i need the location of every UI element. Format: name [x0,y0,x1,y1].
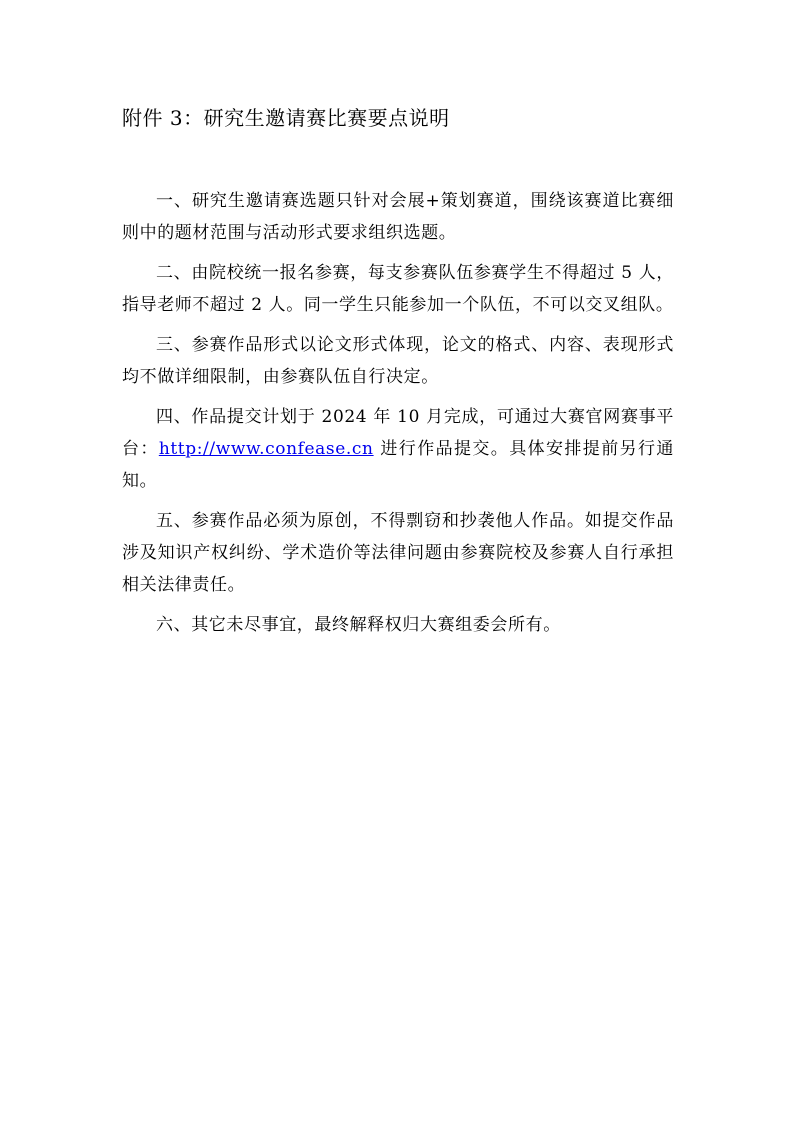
document-body [122,185,674,641]
paragraph-4-text-after: 进行作品提交。具体安排提前另行通知。 [122,439,675,491]
paragraph-1: 一、研究生邀请赛选题只针对会展+策划赛道，围绕该赛道比赛细则中的题材范围与活动形式要求组织选题。 [122,191,674,243]
paragraph-4-text-before: 四、作品提交计划于 2024 年 10 月完成，可通过大赛官网赛事平台： [122,407,674,459]
contest-website-link[interactable]: http://www.confease.cn [158,439,374,459]
document-title: 附件 3：研究生邀请赛比赛要点说明 [122,106,450,130]
paragraph-3: 三、参赛作品形式以论文形式体现，论文的格式、内容、表现形式均不做详细限制，由参赛队伍自行决定。 [122,335,674,387]
paragraph-6: 六、其它未尽事宜，最终解释权归大赛组委会所有。 [156,615,561,635]
paragraph-2: 二、由院校统一报名参赛，每支参赛队伍参赛学生不得超过 5 人，指导老师不超过 2 人。同一学生只能参加一个队伍，不可以交叉组队。 [122,263,674,315]
paragraph-4 [122,401,674,497]
paragraph-5: 五、参赛作品必须为原创，不得剽窃和抄袭他人作品。如提交作品涉及知识产权纠纷、学术造价等法律问题由参赛院校及参赛人自行承担相关法律责任。 [122,511,674,595]
